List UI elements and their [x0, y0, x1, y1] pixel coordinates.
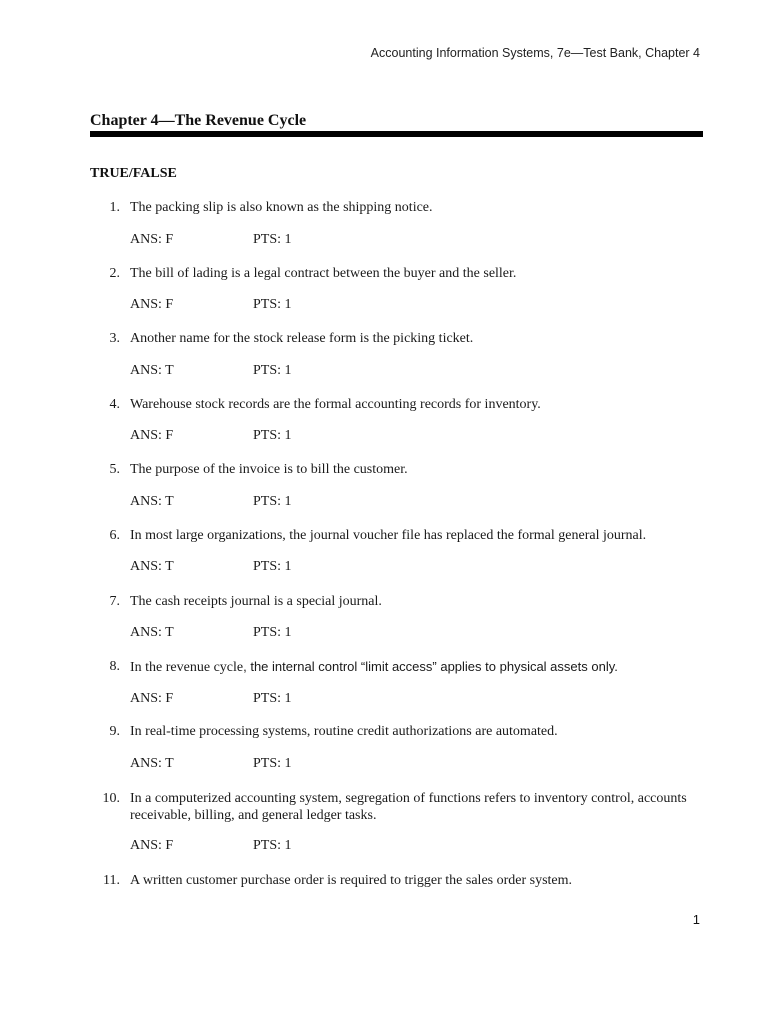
question-text-line: receivable, billing, and general ledger tasks. [130, 808, 377, 823]
question-text: In real-time processing systems, routine credit authorizations are automated. [130, 724, 558, 739]
question-text: The purpose of the invoice is to bill the customer. [130, 462, 408, 477]
answer-value: ANS: F [130, 428, 174, 443]
answer-value: ANS: F [130, 297, 174, 312]
question-text: The cash receipts journal is a special journal. [130, 594, 382, 609]
question-number: 6. [109, 528, 120, 543]
question-text: The packing slip is also known as the shipping notice. [130, 200, 433, 215]
points-value: PTS: 1 [253, 625, 292, 640]
question-text: Warehouse stock records are the formal accounting records for inventory. [130, 397, 541, 412]
answer-value: ANS: F [130, 232, 174, 247]
question-text: A written customer purchase order is required to trigger the sales order system. [130, 873, 573, 888]
answer-value: ANS: T [130, 756, 174, 771]
points-value: PTS: 1 [253, 428, 292, 443]
points-value: PTS: 1 [253, 494, 292, 509]
running-header: Accounting Information Systems, 7e—Test Bank, Chapter 4 [370, 46, 700, 60]
answer-value: ANS: F [130, 838, 174, 853]
answer-value: ANS: T [130, 625, 174, 640]
question-text: In most large organizations, the journal voucher file has replaced the formal general journal. [130, 528, 647, 543]
question-number: 5. [109, 462, 120, 477]
question-text-line: In a computerized accounting system, segregation of functions refers to inventory control, accounts [130, 791, 687, 806]
question-number: 11. [103, 873, 120, 888]
title-rule [90, 131, 703, 137]
points-value: PTS: 1 [253, 363, 292, 378]
points-value: PTS: 1 [253, 838, 292, 853]
answer-value: ANS: T [130, 559, 174, 574]
question-number: 4. [109, 397, 120, 412]
question-number: 10. [102, 791, 120, 806]
question-number: 8. [109, 659, 120, 674]
points-value: PTS: 1 [253, 559, 292, 574]
question-text [130, 790, 705, 824]
question-number: 9. [109, 724, 120, 739]
page-number: 1 [692, 912, 700, 927]
question-text: Another name for the stock release form is the picking ticket. [130, 331, 474, 346]
points-value: PTS: 1 [253, 756, 292, 771]
answer-value: ANS: F [130, 691, 174, 706]
question-text-part: In the revenue cycle [130, 660, 244, 675]
question-number: 2. [109, 266, 120, 281]
question-number: 7. [109, 594, 120, 609]
section-heading: TRUE/FALSE [90, 166, 177, 181]
answer-value: ANS: T [130, 363, 174, 378]
question-number: 1. [109, 200, 120, 215]
points-value: PTS: 1 [253, 691, 292, 706]
points-value: PTS: 1 [253, 297, 292, 312]
points-value: PTS: 1 [253, 232, 292, 247]
question-text-part: , the internal control “limit access” applies to physical assets only. [243, 659, 618, 674]
question-number: 3. [109, 331, 120, 346]
question-text [130, 658, 705, 676]
chapter-title: Chapter 4—The Revenue Cycle [90, 112, 307, 129]
answer-value: ANS: T [130, 494, 174, 509]
question-text: The bill of lading is a legal contract between the buyer and the seller. [130, 266, 517, 281]
